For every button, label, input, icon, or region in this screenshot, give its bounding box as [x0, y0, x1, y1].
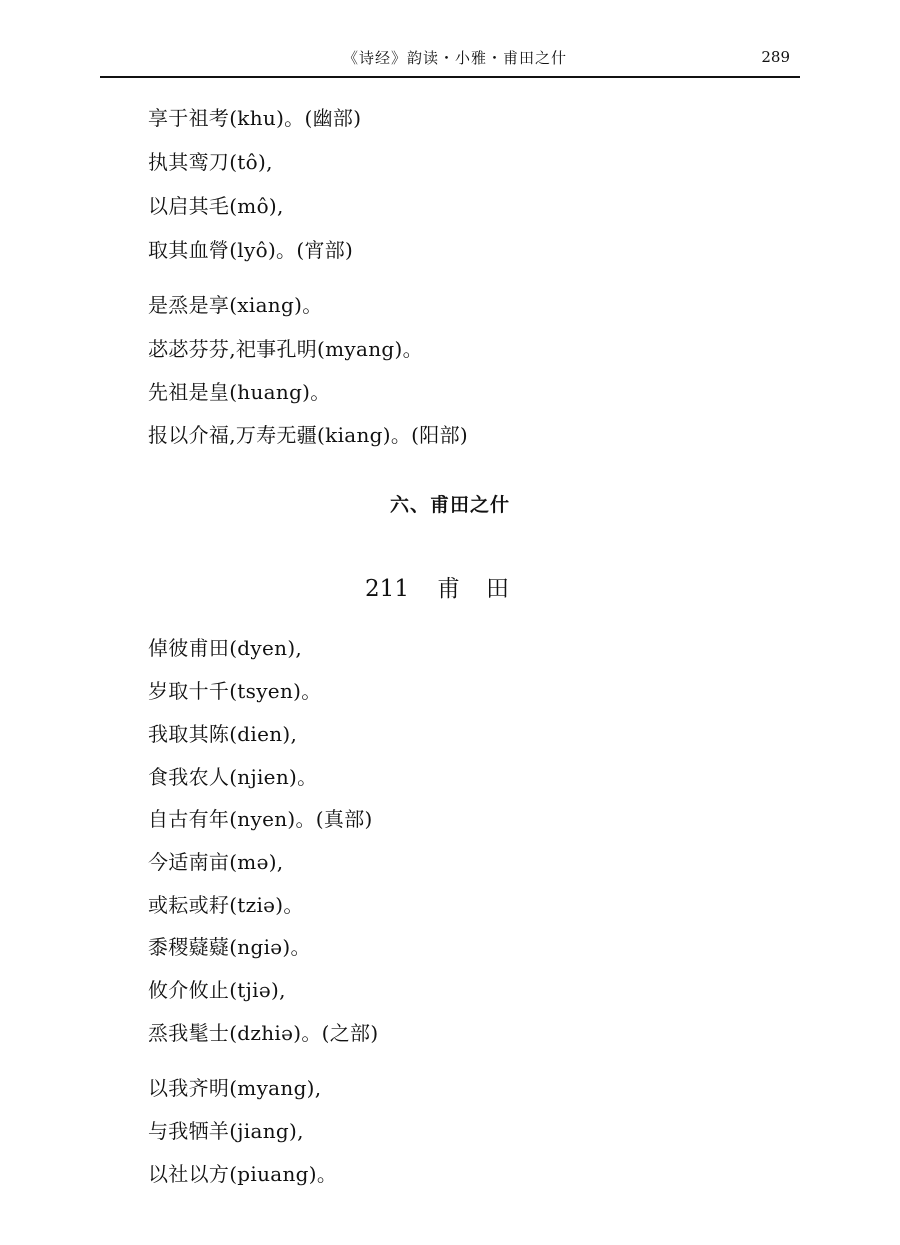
verse-line: 自古有年(nyen)。(真部) [148, 807, 373, 831]
verse-line: 与我牺羊(jiang), [148, 1119, 304, 1143]
verse-line: 以启其毛(mô), [148, 194, 284, 218]
verse-line: 黍稷薿薿(ngiə)。 [148, 935, 311, 959]
verse-line: 报以介福,万寿无疆(kiang)。(阳部) [148, 423, 468, 447]
poem-number: 211 [365, 576, 409, 602]
verse-line: 取其血膋(lyô)。(宵部) [148, 238, 354, 262]
verse-line: 我取其陈(dien), [148, 722, 298, 746]
verse-line: 攸介攸止(tjiə), [148, 978, 286, 1002]
verse-line: 食我农人(njien)。 [148, 765, 318, 789]
running-head [0, 44, 900, 74]
verse-line: 烝我髦士(dzhiə)。(之部) [148, 1021, 379, 1045]
verse-line: 享于祖考(khu)。(幽部) [148, 106, 362, 130]
verse-line: 执其鸾刀(tô), [148, 150, 273, 174]
verse-line: 今适南亩(mə), [148, 850, 284, 874]
verse-line: 以社以方(piuang)。 [148, 1162, 338, 1186]
page-number: 289 [761, 48, 790, 66]
verse-line: 或耘或耔(tziə)。 [148, 893, 304, 917]
verse-line: 苾苾芬芬,祀事孔明(myang)。 [148, 337, 423, 361]
section-title: 六、甫田之什 [389, 494, 510, 516]
verse-line: 岁取十千(tsyen)。 [148, 679, 322, 703]
verse-line: 是烝是享(xiang)。 [148, 293, 323, 317]
header-rule [100, 76, 800, 78]
running-title: 《诗经》韵读・小雅・甫田之什 [342, 49, 567, 67]
poem-name: 甫田 [436, 576, 535, 602]
verse-line: 先祖是皇(huang)。 [148, 380, 331, 404]
poem-title [0, 570, 900, 604]
verse-line: 倬彼甫田(dyen), [148, 636, 303, 660]
verse-line: 以我齐明(myang), [148, 1076, 322, 1100]
